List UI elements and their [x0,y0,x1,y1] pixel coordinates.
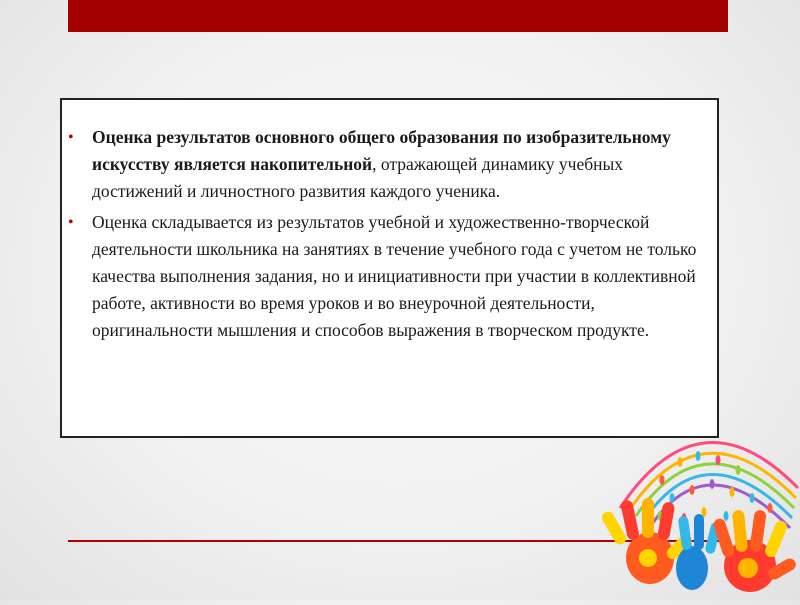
bullet-marker: • [68,129,74,146]
content-box [60,98,719,438]
top-accent-bar [68,0,728,32]
bullet-item [68,209,703,344]
bullet-text: Оценка складывается из результатов учебной и художественно-творческой деятельности школьника на занятиях в течение учебного года с учетом не только качества выполнения задания, но и инициативности при участии в коллективной работе, активности во время уроков и во внеурочной деятельности, оригинальности мышления и способов выражения в творческом продукте. [92,212,697,340]
bullet-bold-text: Оценка результатов основного общего образования по изобразительному искусству является накопительной [92,127,671,174]
bullet-text: , отражающей динамику учебных достижений и личностного развития каждого ученика. [92,154,624,201]
bullet-item [68,124,703,205]
bullet-list [68,124,703,344]
bullet-marker: • [68,214,74,231]
painted-hands-icon [600,398,800,600]
